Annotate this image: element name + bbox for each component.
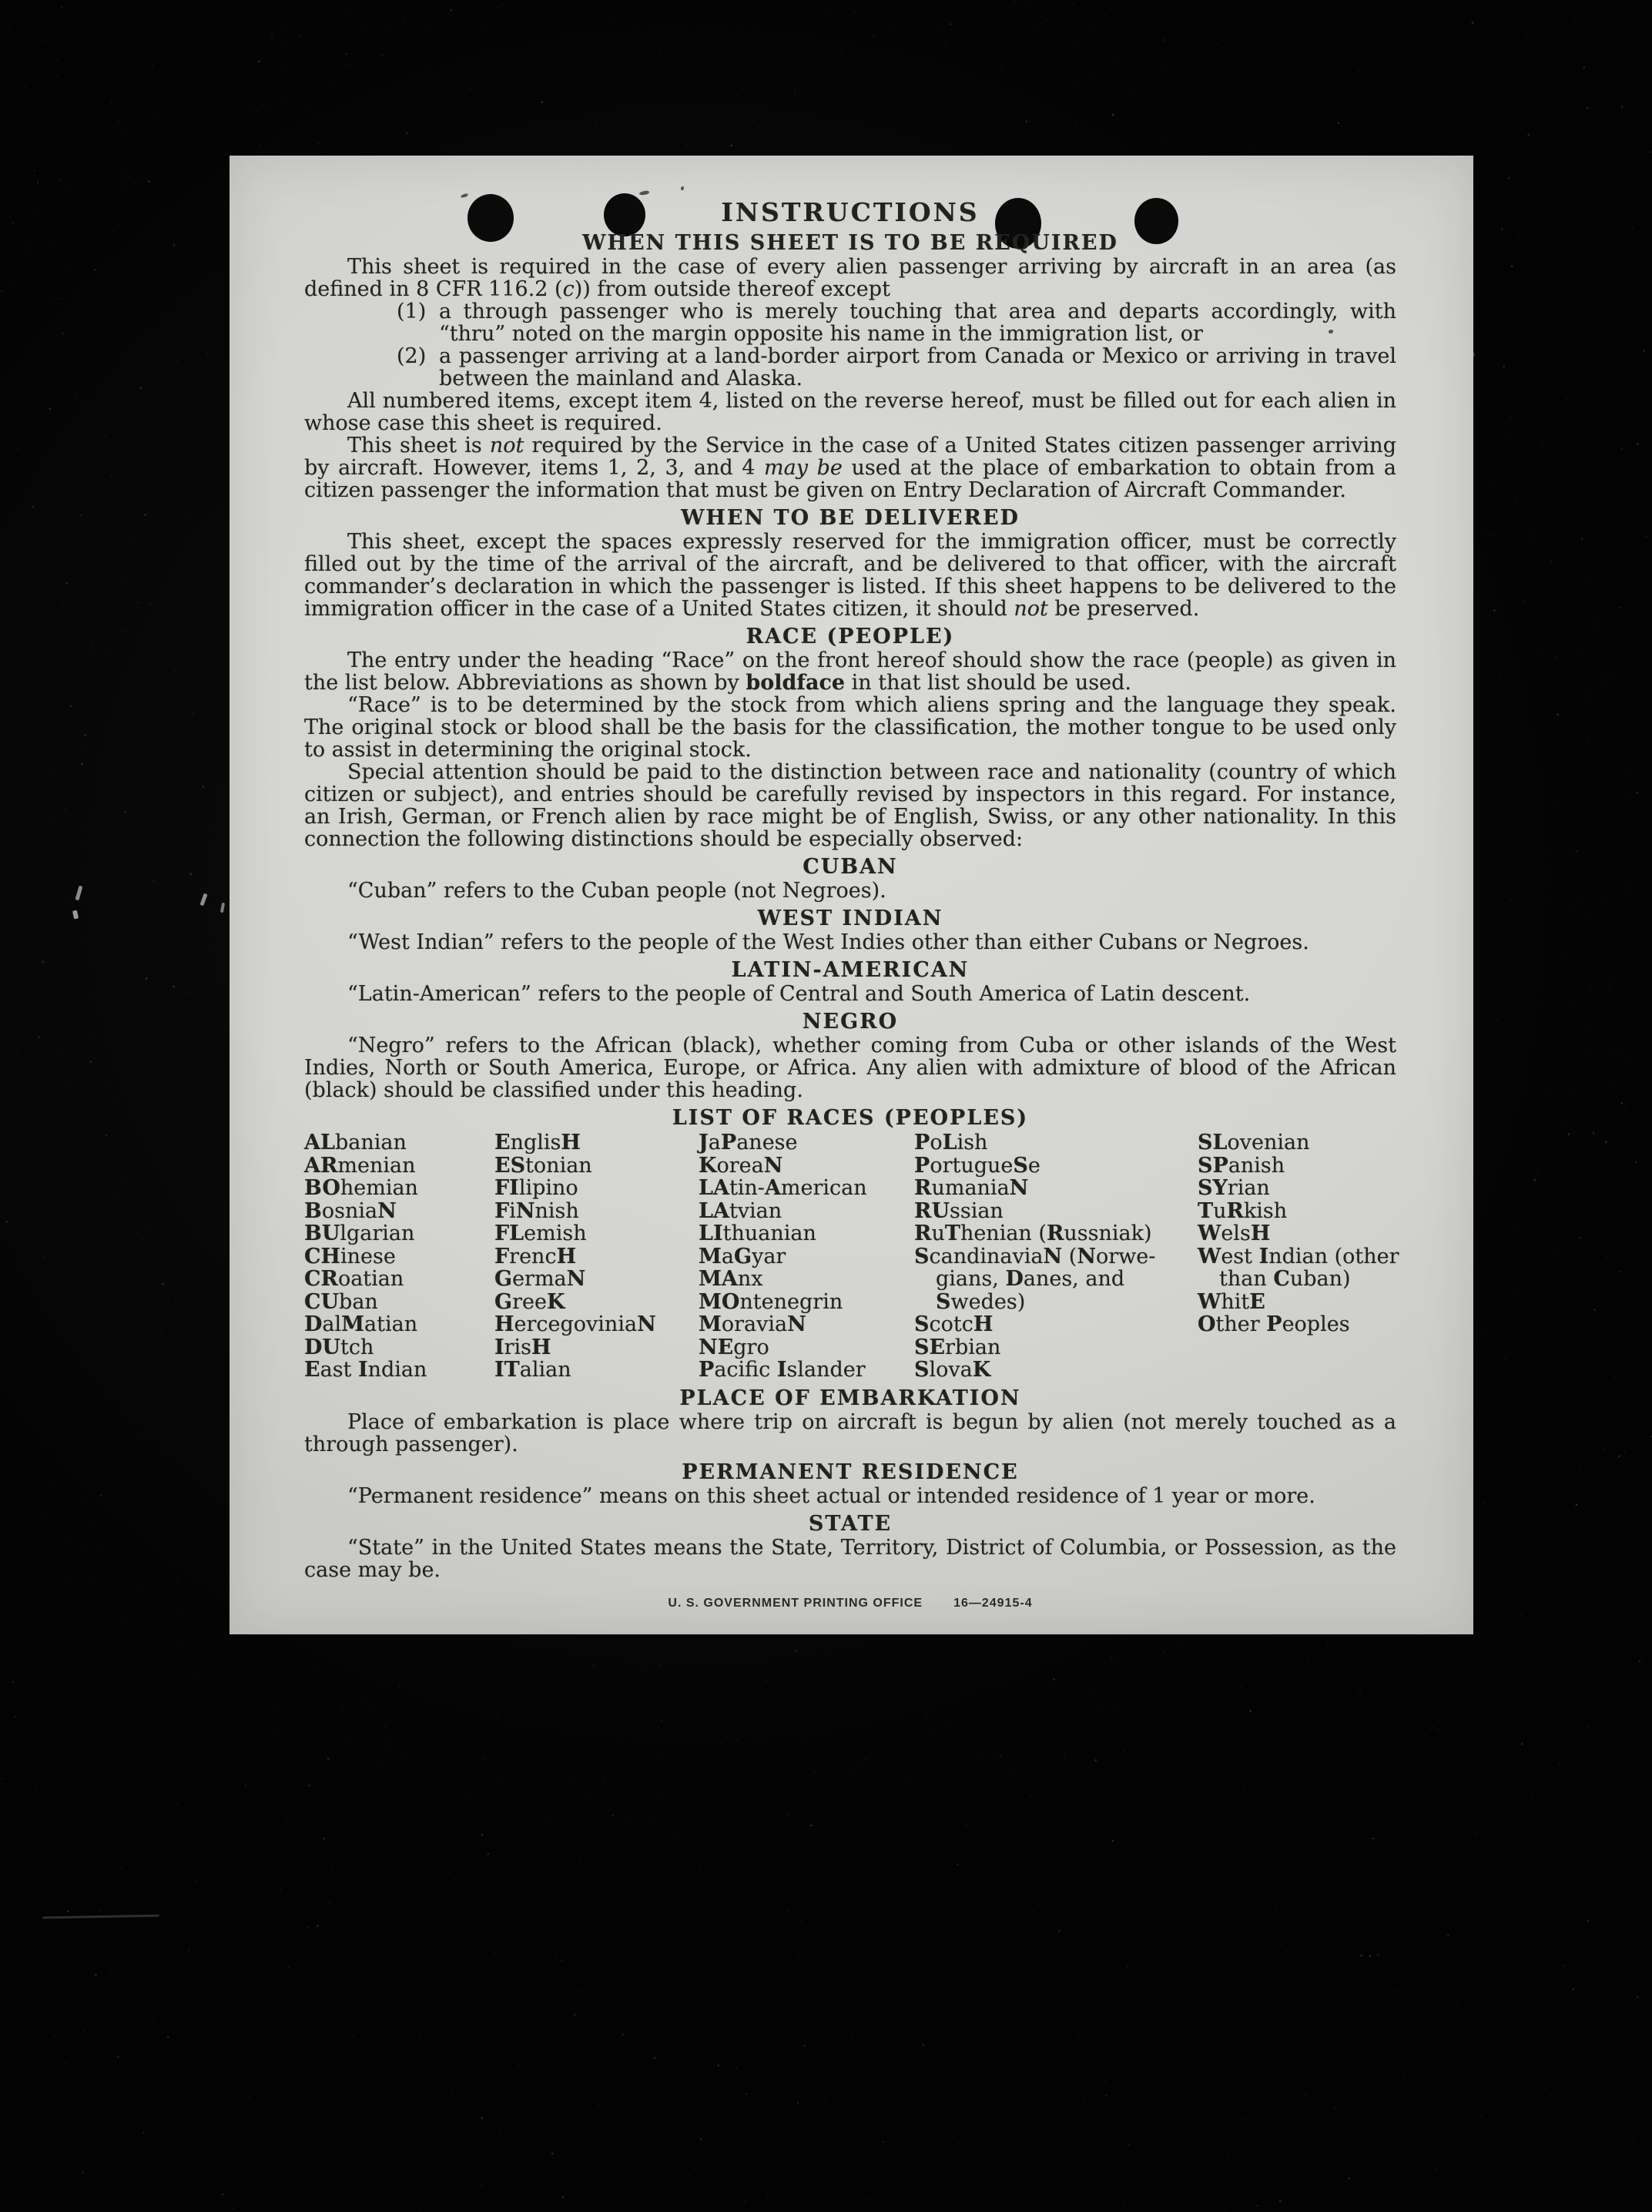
race-entry: SErbian bbox=[914, 1335, 1001, 1359]
races-column bbox=[494, 1131, 699, 1382]
heading-latin-american: LATIN-AMERICAN bbox=[731, 958, 970, 982]
gpo-office-text: U. S. GOVERNMENT PRINTING OFFICE bbox=[668, 1596, 923, 1610]
paragraph-all-items: All numbered items, except item 4, listed on the reverse hereof, must be filled out for each alien in whose case this sheet is required. bbox=[304, 389, 1396, 435]
races-column bbox=[699, 1131, 914, 1382]
heading-when-required: WHEN THIS SHEET IS TO BE REQUIRED bbox=[582, 231, 1118, 255]
race-entry: Other Peoples bbox=[1198, 1312, 1350, 1336]
race-entry: BUlgarian bbox=[304, 1222, 415, 1245]
race-entry: MaGyar bbox=[699, 1244, 786, 1269]
document-sheet bbox=[230, 156, 1473, 1634]
race-entry: CRoatian bbox=[304, 1267, 404, 1291]
heading-negro: NEGRO bbox=[802, 1010, 899, 1034]
race-entry: SYrian bbox=[1198, 1176, 1270, 1200]
race-entry: WhitE bbox=[1198, 1289, 1265, 1314]
race-entry: RumaniaN bbox=[914, 1176, 1029, 1200]
footer-gpo-line bbox=[304, 1592, 1396, 1614]
race-entry: CHinese bbox=[304, 1244, 396, 1269]
ink-speck bbox=[681, 186, 684, 190]
race-entry: SLovenian bbox=[1198, 1131, 1310, 1155]
race-entry: SPanish bbox=[1198, 1153, 1285, 1178]
race-entry: BosniaN bbox=[304, 1198, 397, 1223]
race-entry: ScandinaviaN (Norwe- bbox=[914, 1244, 1156, 1269]
ink-speck bbox=[461, 193, 469, 198]
paragraph-residence: “Permanent residence” means on this sheet actual or intended residence of 1 year or more. bbox=[347, 1483, 1315, 1508]
race-entry: DUtch bbox=[304, 1335, 374, 1359]
race-entry: ScotcH bbox=[914, 1312, 994, 1336]
race-entry: GreeK bbox=[494, 1289, 565, 1314]
race-entry: ARmenian bbox=[304, 1153, 416, 1178]
race-entry: LIthuanian bbox=[699, 1222, 816, 1245]
gpo-print-code: 16—24915-4 bbox=[953, 1596, 1033, 1610]
race-entry: West Indian (other bbox=[1198, 1244, 1399, 1269]
race-entry: FrencH bbox=[494, 1244, 577, 1269]
paragraph-negro: “Negro” refers to the African (black), whether coming from Cuba or other islands of the West Indies, North or South America, Europe, or Africa. Any alien with admixture of blood of the African (black) should be classified under this heading. bbox=[304, 1034, 1396, 1102]
race-entry: gians, Danes, and bbox=[936, 1267, 1125, 1291]
race-entry: FLemish bbox=[494, 1222, 587, 1245]
heading-list-of-races: LIST OF RACES (PEOPLES) bbox=[672, 1106, 1029, 1130]
race-entry: BOhemian bbox=[304, 1176, 418, 1200]
race-entry: DalMatian bbox=[304, 1312, 418, 1336]
document-content bbox=[304, 197, 1399, 1614]
race-entry: EnglisH bbox=[494, 1131, 581, 1155]
race-entry: RuThenian (Russniak) bbox=[914, 1222, 1152, 1245]
paragraph-delivered: This sheet, except the spaces expressly reserved for the immigration officer, must be correctly filled out by the time of the arrival of the aircraft, and be delivered to that officer, with the aircraft commander’s declaration in which the passenger is listed. If this sheet happens to be delivered to the immigration officer in the case of a United States citizen, it should not be preserved. bbox=[304, 530, 1396, 621]
race-entry: TuRkish bbox=[1198, 1198, 1288, 1223]
paragraph-required-intro: This sheet is required in the case of every alien passenger arriving by aircraft in an area (as defined in 8 CFR 116.2 (c)) from outside thereof except bbox=[304, 255, 1396, 301]
item-text: a passenger arriving at a land-border airport from Canada or Mexico or arriving in travel between the mainland and Alaska. bbox=[439, 344, 1396, 390]
race-entry: LAtvian bbox=[699, 1198, 782, 1223]
race-entry: HercegoviniaN bbox=[494, 1312, 656, 1336]
race-entry: MoraviaN bbox=[699, 1312, 806, 1336]
races-column bbox=[1198, 1131, 1399, 1382]
race-entry: GermaN bbox=[494, 1267, 586, 1291]
numbered-item-2 bbox=[304, 345, 1396, 390]
paragraph-race-1: The entry under the heading “Race” on the front hereof should show the race (people) as given in the list below. Abbreviations as shown by boldface in that list should be used. bbox=[304, 649, 1396, 695]
heading-state: STATE bbox=[808, 1511, 893, 1536]
item-number: (2) bbox=[397, 344, 427, 368]
paragraph-cuban: “Cuban” refers to the Cuban people (not Negroes). bbox=[347, 879, 886, 903]
paragraph-state: “State” in the United States means the State, Territory, District of Columbia, or Possession, as the case may be. bbox=[304, 1535, 1396, 1582]
race-entry: RUssian bbox=[914, 1198, 1004, 1223]
race-entry: than Cuban) bbox=[1219, 1267, 1351, 1291]
item-number: (1) bbox=[397, 300, 427, 323]
race-entry: MOntenegrin bbox=[699, 1289, 843, 1314]
race-entry: EStonian bbox=[494, 1153, 592, 1178]
race-entry: LAtin-American bbox=[699, 1176, 867, 1200]
race-entry: ALbanian bbox=[304, 1131, 407, 1155]
heading-race-people: RACE (PEOPLE) bbox=[746, 625, 955, 649]
paragraph-race-3: Special attention should be paid to the distinction between race and nationality (country of which citizen or subject), and entries should be carefully revised by inspectors in this regard. For instance, an Irish, German, or French alien by race might be of English, Swiss, or any other nationality. In this connection the following distinctions should be especially observed: bbox=[304, 760, 1396, 851]
race-entry: CUban bbox=[304, 1289, 378, 1314]
heading-place-of-embarkation: PLACE OF EMBARKATION bbox=[679, 1386, 1021, 1410]
race-entry: MAnx bbox=[699, 1267, 763, 1291]
heading-permanent-residence: PERMANENT RESIDENCE bbox=[682, 1460, 1019, 1484]
paragraph-latin-american: “Latin-American” refers to the people of Central and South America of Latin descent. bbox=[347, 982, 1251, 1006]
race-entry: PortugueSe bbox=[914, 1153, 1040, 1178]
races-column bbox=[914, 1131, 1198, 1382]
ink-speck bbox=[639, 190, 650, 196]
race-entry: FIlipino bbox=[494, 1176, 578, 1200]
heading-west-indian: WEST INDIAN bbox=[757, 907, 943, 930]
races-grid bbox=[304, 1131, 1399, 1382]
race-entry: ITalian bbox=[494, 1358, 571, 1382]
race-entry: NEgro bbox=[699, 1335, 769, 1359]
paragraph-not-required: This sheet is not required by the Service in the case of a United States citizen passenger arriving by aircraft. However, items 1, 2, 3, and 4 may be used at the place of embarkation to obtain from a citizen passenger the information that must be given on Entry Declaration of Aircraft Commander. bbox=[304, 434, 1396, 502]
paragraph-embarkation: Place of embarkation is place where trip on aircraft is begun by alien (not merely touched as a through passenger). bbox=[304, 1409, 1396, 1456]
heading-cuban: CUBAN bbox=[803, 855, 898, 879]
race-entry: Pacific Islander bbox=[699, 1358, 866, 1382]
race-entry: SlovaK bbox=[914, 1358, 991, 1382]
races-column bbox=[304, 1131, 494, 1382]
race-entry: East Indian bbox=[304, 1358, 427, 1382]
race-entry: JaPanese bbox=[699, 1131, 798, 1155]
race-entry: KoreaN bbox=[699, 1153, 783, 1178]
race-entry: WelsH bbox=[1198, 1222, 1271, 1245]
document-title: INSTRUCTIONS bbox=[721, 197, 980, 227]
heading-when-delivered: WHEN TO BE DELIVERED bbox=[681, 506, 1020, 530]
race-entry: Swedes) bbox=[936, 1289, 1026, 1314]
race-entry: FiNnish bbox=[494, 1198, 579, 1223]
race-entry: PoLish bbox=[914, 1131, 988, 1155]
race-entry: IrisH bbox=[494, 1335, 551, 1359]
item-text: a through passenger who is merely touching that area and departs accordingly, with “thru” noted on the margin opposite his name in the immigration list, or bbox=[439, 300, 1396, 346]
paragraph-race-2: “Race” is to be determined by the stock from which aliens spring and the language they speak. The original stock or blood shall be the basis for the classification, the mother tongue to be used only to assist in determining the original stock. bbox=[304, 693, 1396, 762]
paragraph-west-indian: “West Indian” refers to the people of the West Indies other than either Cubans or Negroes. bbox=[347, 930, 1309, 954]
numbered-item-1 bbox=[304, 300, 1396, 345]
